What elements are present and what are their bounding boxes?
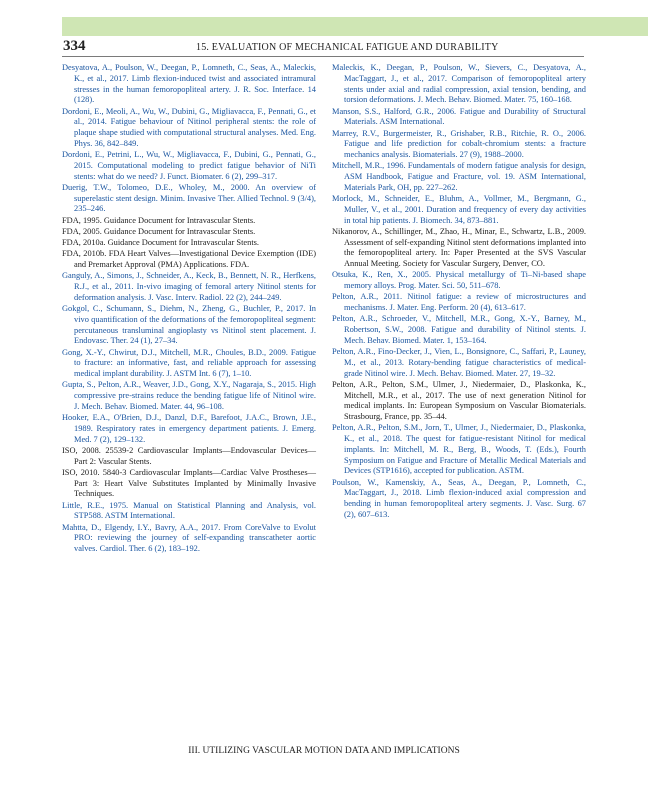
- chapter-title: 15. EVALUATION OF MECHANICAL FATIGUE AND DURABILITY: [196, 42, 499, 53]
- reference-entry[interactable]: Gokgol, C., Schumann, S., Diehm, N., Zheng, G., Buchler, P., 2017. In vivo quantification of the deformations of the femoropopliteal segment: percutaneous transluminal angioplasty vs Nitinol stent placement. J. Endovasc. Ther. 24 (1), 27–34.: [62, 304, 316, 346]
- reference-entry: FDA, 1995. Guidance Document for Intravascular Stents.: [62, 215, 256, 225]
- reference-entry: FDA, 2010a. Guidance Document for Intravascular Stents.: [62, 238, 259, 247]
- reference-entry[interactable]: Poulson, W., Kamenskiy, A., Seas, A., Deegan, P., Lomneth, C., MacTaggart, J., 2018. Limb flexion-induced axial compression and bending in human femoropopliteal artery segments. J. Vasc. Surg. 67 (2), 607–613.: [332, 477, 586, 519]
- reference-entry: Nikanorov, A., Schillinger, M., Zhao, H., Minar, E., Schwartz, L.B., 2009. Assessment of self-expanding Nitinol stent deformations implanted into the femoropopliteal artery. In: Paper Presented at the SVS Vascular Annual Meeting. Society for Vascular Surgery, Denver, CO.: [332, 226, 586, 268]
- reference-entry[interactable]: Otsuka, K., Ren, X., 2005. Physical metallurgy of Ti–Ni-based shape memory alloys. Prog. Mater. Sci. 50, 511–678.: [332, 270, 586, 290]
- reference-entry[interactable]: Pelton, A.R., Schroeder, V., Mitchell, M.R., Gong, X.-Y., Barney, M., Robertson, S.W., 2008. Fatigue and durability of Nitinol stents. J. Mech. Behav. Biomed. Mater. 1, 153–164.: [332, 314, 586, 345]
- reference-entry[interactable]: Mitchell, M.R., 1996. Fundamentals of modern fatigue analysis for design, ASM Handbook, Fatigue and Fracture, vol. 19. ASM International, Materials Park, OH, pp. 227–262.: [332, 161, 586, 192]
- reference-entry: ISO, 2008. 25539-2 Cardiovascular Implants—Endovascular Devices—Part 2: Vascular Stents.: [62, 445, 316, 466]
- reference-entry: FDA, 2005. Guidance Document for Intravascular Stents.: [62, 226, 256, 236]
- reference-entry[interactable]: Maleckis, K., Deegan, P., Poulson, W., Sievers, C., Desyatova, A., MacTaggart, J., et al., 2017. Comparison of femoropopliteal artery stents under axial and radial compression, axial tension, bending, and torsion deformations. J. Mech. Behav. Biomed. Mater. 75, 160–168.: [332, 63, 586, 105]
- part-footer: III. UTILIZING VASCULAR MOTION DATA AND IMPLICATIONS: [188, 746, 460, 756]
- reference-column-left: [62, 63, 316, 555]
- reference-entry[interactable]: Pelton, A.R., Fino-Decker, J., Vien, L., Bonsignore, C., Saffari, P., Launey, M., et al., 2013. Rotary-bending fatigue characteristics of medical-grade Nitinol wire. J. Mech. Behav. Biomed. Mater. 27, 19–32.: [332, 347, 586, 378]
- reference-entry[interactable]: Morlock, M., Schneider, E., Bluhm, A., Vollmer, M., Bergmann, G., Muller, V., et al., 2001. Duration and frequency of every day activities in total hip patients. J. Biomech. 34, 873–881.: [332, 194, 586, 225]
- header-divider: [62, 56, 584, 57]
- reference-entry[interactable]: Gupta, S., Pelton, A.R., Weaver, J.D., Gong, X.Y., Nagaraja, S., 2015. High compressive pre-strains reduce the bending fatigue life of Nitinol wire. J. Mech. Behav. Biomed. Mater. 44, 96–108.: [62, 380, 316, 411]
- page-number: 334: [63, 38, 86, 54]
- reference-entry[interactable]: Dordoni, E., Petrini, L., Wu, W., Migliavacca, F., Dubini, G., Pennati, G., 2015. Computational modeling to predict fatigue behavior of NiTi stents: what do we need? J. Funct. Biomater. 6 (2), 299–317.: [62, 150, 316, 181]
- reference-entry[interactable]: Gong, X.-Y., Chwirut, D.J., Mitchell, M.R., Choules, B.D., 2009. Fatigue to fracture: an informative, fast, and reliable approach for assessing medical implant durability. J. ASTM Int. 6 (7), 1–10.: [62, 347, 316, 378]
- reference-entry: FDA, 2010b. FDA Heart Valves—Investigational Device Exemption (IDE) and Premarket Approval (PMA) Applications. FDA.: [62, 249, 316, 269]
- reference-entry[interactable]: Manson, S.S., Halford, G.R., 2006. Fatigue and Durability of Structural Materials. ASM International.: [332, 106, 586, 127]
- reference-entry: ISO, 2010. 5840-3 Cardiovascular Implants—Cardiac Valve Prostheses—Part 3: Heart Valve Substitutes Implanted by Minimally Invasive Techniques.: [62, 467, 316, 499]
- reference-entry[interactable]: Dordoni, E., Meoli, A., Wu, W., Dubini, G., Migliavacca, F., Pennati, G., et al., 2014. Fatigue behaviour of Nitinol peripheral stents: the role of plaque shape studied with computational structural analyses. Med. Eng. Phys. 36, 842–849.: [62, 106, 316, 148]
- reference-entry[interactable]: Pelton, A.R., Pelton, S.M., Jorn, T., Ulmer, J., Niedermaier, D., Plaskonka, K., et al., 2018. The quest for fatigue-resistant Nitinol for medical implants. In: Mitchell, M. R., Berg, B., Woods, T. (Eds.), Fourth Symposium on Fatigue and Fracture of Metallic Medical Materials and Devices (STP1616), accepted for publication. ASTM.: [332, 423, 586, 476]
- reference-entry[interactable]: Pelton, A.R., 2011. Nitinol fatigue: a review of microstructures and mechanisms. J. Mater. Eng. Perform. 20 (4), 613–617.: [332, 292, 586, 312]
- reference-entry[interactable]: Mahtta, D., Elgendy, I.Y., Bavry, A.A., 2017. From CoreValve to Evolut PRO: reviewing the journey of self-expanding transcatheter aortic valves. Cardiol. Ther. 6 (2), 183–192.: [62, 522, 316, 553]
- reference-entry[interactable]: Little, R.E., 1975. Manual on Statistical Planning and Analysis, vol. STP588. ASTM International.: [62, 500, 316, 521]
- reference-column-right: [332, 63, 586, 521]
- reference-entry: Pelton, A.R., Pelton, S.M., Ulmer, J., Niedermaier, D., Plaskonka, K., Mitchell, M.R., et al., 2017. The use of next generation Nitinol for medical implants. In: European Symposium on Vascular Biomaterials. Strasbourg, France, pp. 35–44.: [332, 379, 586, 421]
- reference-entry[interactable]: Ganguly, A., Simons, J., Schneider, A., Keck, B., Bennett, N. R., Herfkens, R.J., et al., 2011. In-vivo imaging of femoral artery Nitinol stents for deformation analysis. J. Vasc. Interv. Radiol. 22 (2), 244–249.: [62, 271, 316, 302]
- reference-entry[interactable]: Marrey, R.V., Burgermeister, R., Grishaber, R.B., Ritchie, R. O., 2006. Fatigue and life prediction for cobalt-chromium stents: a fracture mechanics analysis. Biomaterials. 27 (9), 1988–2000.: [332, 128, 586, 159]
- reference-entry[interactable]: Hooker, E.A., O'Brien, D.J., Danzl, D.F., Barefoot, J.A.C., Brown, J.E., 1989. Respiratory rates in emergency department patients. J. Emerg. Med. 7 (2), 129–132.: [62, 413, 316, 444]
- reference-entry[interactable]: Duerig, T.W., Tolomeo, D.E., Wholey, M., 2000. An overview of superelastic stent design. Minim. Invasive Ther. Allied Technol. 9 (3/4), 235–246.: [62, 182, 316, 214]
- reference-entry[interactable]: Desyatova, A., Poulson, W., Deegan, P., Lomneth, C., Seas, A., Maleckis, K., et al., 2017. Limb flexion-induced twist and associated intramural stresses in the human femoropopliteal artery. J. R. Soc. Interface. 14 (128).: [62, 63, 316, 105]
- header-color-band: [62, 17, 648, 36]
